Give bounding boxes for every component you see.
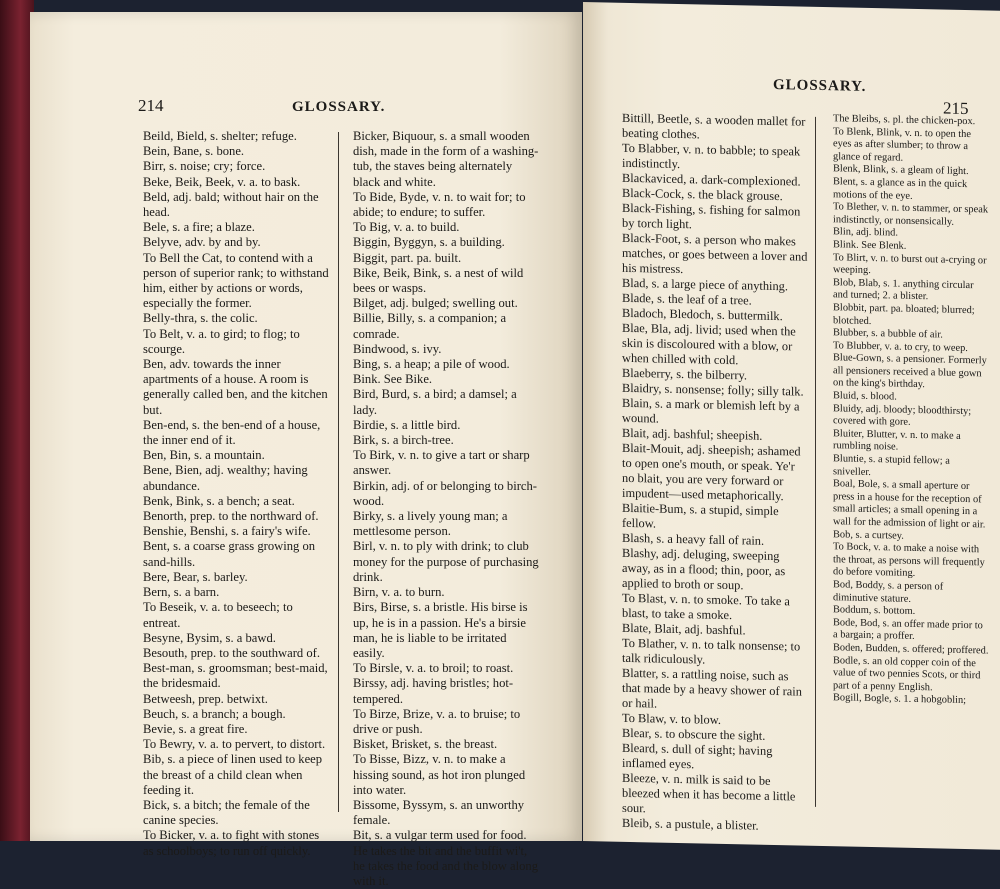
glossary-entry: Bleib, s. a pustule, a blister. [622,815,759,833]
glossary-entry: Bick, s. a bitch; the female of the canine species. [143,797,310,828]
glossary-entry: To Blubber, v. a. to cry, to weep. [833,339,968,354]
glossary-entry: Birkin, adj. of or belonging to birch-wood. [353,478,537,508]
right-page-number: 215 [943,98,969,119]
right-page [583,2,1000,850]
glossary-entry: Blade, s. the leaf of a tree. [622,290,752,308]
glossary-entry: Bere, Bear, s. barley. [143,569,248,584]
glossary-entry: Blain, s. a mark or blemish left by a wound. [622,395,800,426]
glossary-entry: Beuch, s. a branch; a bough. [143,706,286,721]
glossary-entry: Bluiter, Blutter, v. n. to make a rumbling noise. [833,428,961,454]
glossary-entry: To Bicker, v. a. to fight with stones as schoolboys; to run off quickly. [143,828,320,858]
glossary-entry: Birs, Birse, s. a bristle. His birse is up, he is in a passion. He's a birsie man, he is liable to be irritated easily. [353,600,528,660]
glossary-entry: To Big, v. a. to build. [353,220,460,235]
glossary-entry: Beld, adj. bald; without hair on the head. [143,189,319,220]
glossary-entry: Bluntie, s. a stupid fellow; a sniveller. [833,453,950,478]
glossary-entry: To Blabber, v. n. to babble; to speak indistinctly. [622,140,801,172]
glossary-entry: Belyve, adv. by and by. [143,235,261,250]
glossary-entry: Blackaviced, a. dark-complexioned. [622,170,801,189]
glossary-entry: Blatter, s. a rattling noise, such as that made by a heavy shower of rain or hail. [622,665,802,711]
glossary-entry: Bern, s. a barn. [143,585,220,600]
glossary-entry: Beke, Beik, Beek, v. a. to bask. [143,174,301,189]
glossary-entry: Bluidy, adj. bloody; bloodthirsty; covered with gore. [833,402,972,429]
glossary-entry: Bene, Bien, adj. wealthy; having abundance. [143,463,308,493]
book-spine [0,0,34,841]
glossary-entry: Bein, Bane, s. bone. [143,144,245,159]
glossary-entry: Bilget, adj. bulged; swelling out. [353,296,518,311]
glossary-entry: Birdie, s. a little bird. [353,417,461,432]
glossary-entry: Birk, s. a birch-tree. [353,433,454,448]
glossary-entry: To Bell the Cat, to contend with a person of superior rank; to withstand him, either by actions or words, especially the former. [143,250,329,311]
glossary-entry: Bogill, Bogle, s. 1. a hobgoblin; [833,692,967,707]
glossary-entry: Biggin, Byggyn, s. a building. [353,235,505,250]
glossary-entry: Boddum, s. bottom. [833,604,916,618]
right-running-header: GLOSSARY. [773,76,867,95]
glossary-entry: Blent, s. a glance as in the quick motions of the eye. [833,176,968,202]
glossary-entry: To Birk, v. n. to give a tart or sharp answer. [353,448,530,478]
glossary-entry: To Birsle, v. a. to broil; to roast. [353,661,514,676]
glossary-entry: Belly-thra, s. the colic. [143,311,258,326]
glossary-entry: Birky, s. a lively young man; a mettlesome person. [353,509,508,539]
glossary-entry: To Belt, v. a. to gird; to flog; to scourge. [143,326,300,356]
glossary-entry: Bode, Bod, s. an offer made prior to a bargain; a proffer. [833,616,983,643]
glossary-entry: Birl, v. n. to ply with drink; to club money for the purpose of purchasing drink. [353,539,539,584]
glossary-entry: To Blether, v. n. to stammer, or speak indistinctly, or nonsensically. [833,201,989,228]
glossary-entry: Bob, s. a curtsey. [833,528,904,542]
glossary-entry: Black-Cock, s. the black grouse. [622,185,783,204]
glossary-entry: Best-man, s. groomsman; best-maid, the bridesmaid. [143,661,328,691]
left-page [30,12,582,888]
glossary-entry: Blue-Gown, s. a pensioner. Formerly all pensioners received a blue gown on the king's birthday. [833,352,987,391]
glossary-entry: Blear, s. to obscure the sight. [622,725,766,743]
left-page-number: 214 [138,96,164,115]
right-column-2 [820,113,990,708]
glossary-entry: Besouth, prep. to the southward of. [143,645,320,660]
glossary-entry: Blate, Blait, adj. bashful. [622,620,746,638]
glossary-entry: Benk, Bink, s. a bench; a seat. [143,493,295,508]
glossary-entry: Bindwood, s. ivy. [353,341,442,356]
glossary-entry: Blin, adj. blind. [833,226,898,239]
glossary-entry: To Blast, v. n. to smoke. To take a blast, to take a smoke. [622,590,790,623]
glossary-entry: The Bleibs, s. pl. the chicken-pox. [833,113,976,128]
left-column-1 [130,129,330,859]
glossary-entry: Blait, adj. bashful; sheepish. [622,425,763,443]
glossary-entry: Bib, s. a piece of linen used to keep the breast of a child clean when feeding it. [143,752,323,797]
glossary-entry: To Bisse, Bizz, v. n. to make a hissing sound, as hot iron plunged into water. [353,752,526,797]
glossary-entry: Boal, Bole, s. a small aperture or press in a house for the reception of small articles; a small opening in a wall for the admission of light or air. [833,478,986,531]
glossary-entry: Blad, s. a large piece of anything. [622,275,788,294]
glossary-entry: Blait-Mouit, adj. sheepish; ashamed to open one's mouth, or speak. Ye'r no blait, you are very forward or impudent—used metaphorically. [622,440,801,504]
glossary-entry: To Birze, Brize, v. a. to bruise; to drive or push. [353,706,521,736]
glossary-entry: To Bewry, v. a. to pervert, to distort. [143,737,326,752]
glossary-entry: Bod, Boddy, s. a person of diminutive stature. [833,579,944,605]
glossary-entry: To Beseik, v. a. to beseech; to entreat. [143,600,293,630]
glossary-entry: Blae, Bla, adj. livid; used when the skin is discoloured with a blow, or when chilled with cold. [622,320,796,368]
glossary-entry: To Blaw, v. to blow. [622,710,721,727]
glossary-entry: Bike, Beik, Bink, s. a nest of wild bees or wasps. [353,265,524,296]
glossary-entry: Betweesh, prep. betwixt. [143,691,268,706]
glossary-entry: Bodle, s. an old copper coin of the value of two pennies Scots, or third part of a penny English. [833,654,981,694]
glossary-entry: Bicker, Biquour, s. a small wooden dish, made in the form of a washing-tub, the staves being alternately black and white. [353,129,539,189]
left-column-divider [338,132,339,812]
glossary-entry: To Bide, Byde, v. n. to wait for; to abide; to endure; to suffer. [353,189,526,220]
glossary-entry: Blaeberry, s. the bilberry. [622,365,748,383]
glossary-entry: Bing, s. a heap; a pile of wood. [353,357,510,372]
glossary-entry: Bissome, Byssym, s. an unworthy female. [353,797,525,828]
glossary-entry: To Blenk, Blink, v. n. to open the eyes as after slumber; to throw a glance of regard. [833,125,971,164]
glossary-entry: Ben, Bin, s. a mountain. [143,448,265,463]
glossary-entry: Bele, s. a fire; a blaze. [143,220,255,235]
glossary-entry: Blobbit, part. pa. bloated; blurred; blotched. [833,302,975,327]
glossary-entry: Billie, Billy, s. a companion; a comrade. [353,311,507,341]
glossary-entry: Blob, Blab, s. 1. anything circular and turned; 2. a blister. [833,276,974,303]
glossary-entry: To Bock, v. a. to make a noise with the throat, as persons will frequently do before vomiting. [833,541,985,580]
glossary-entry: Birn, v. a. to burn. [353,585,445,600]
glossary-entry: Ben-end, s. the ben-end of a house, the inner end of it. [143,417,321,448]
glossary-entry: Benorth, prep. to the northward of. [143,509,319,524]
glossary-entry: Blashy, adj. deluging, sweeping away, as in a flood; thin, poor, as applied to broth or soup. [622,545,786,593]
glossary-entry: Bisket, Brisket, s. the breast. [353,737,498,752]
glossary-entry: Ben, adv. towards the inner apartments of a house. A room is generally called ben, and the kitchen but. [143,357,328,417]
glossary-entry: Blenk, Blink, s. a gleam of light. [833,163,969,178]
left-running-header: GLOSSARY. [292,99,386,115]
glossary-entry: Bit, s. a vulgar term used for food. He takes the bit and the buffit wi't, he takes the food and the blow along with it. [353,828,539,888]
glossary-entry: Blubber, s. a bubble of air. [833,327,943,341]
glossary-entry: Bluid, s. blood. [833,390,897,403]
glossary-entry: Birr, s. noise; cry; force. [143,159,266,174]
glossary-entry: Blash, s. a heavy fall of rain. [622,530,765,548]
glossary-entry: Bladoch, Bledoch, s. buttermilk. [622,305,783,324]
glossary-entry: Bink. See Bike. [353,372,433,387]
glossary-entry: Bird, Burd, s. a bird; a damsel; a lady. [353,387,517,417]
glossary-entry: Bleeze, v. n. milk is said to be bleezed when it has become a little sour. [622,770,796,816]
glossary-entry: Boden, Budden, s. offered; proffered. [833,642,989,657]
glossary-entry: To Blirt, v. n. to burst out a-crying or weeping. [833,251,987,277]
right-column-1 [609,111,809,835]
glossary-entry: Blink. See Blenk. [833,239,907,252]
left-column-2 [340,129,540,889]
glossary-entry: Biggit, part. pa. built. [353,250,462,265]
glossary-entry: Blaitie-Bum, s. a stupid, simple fellow. [622,500,779,531]
glossary-entry: Black-Fishing, s. fishing for salmon by torch light. [622,200,801,232]
glossary-entry: Birssy, adj. having bristles; hot-tempered. [353,676,514,706]
glossary-entry: Blaidry, s. nonsense; folly; silly talk. [622,380,804,399]
glossary-entry: Bevie, s. a great fire. [143,721,248,736]
glossary-entry: Bent, s. a coarse grass growing on sand-hills. [143,539,316,569]
glossary-entry: Black-Foot, s. a person who makes matches, or goes between a lover and his mistress. [622,230,808,277]
glossary-entry: Bittill, Beetle, s. a wooden mallet for beating clothes. [622,110,806,142]
glossary-entry: Beild, Bield, s. shelter; refuge. [143,129,297,143]
glossary-entry: Besyne, Bysim, s. a bawd. [143,630,276,645]
glossary-entry: Benshie, Benshi, s. a fairy's wife. [143,524,311,539]
right-column-divider [815,117,816,807]
glossary-entry: Bleard, s. dull of sight; having inflamed eyes. [622,740,773,772]
glossary-entry: To Blather, v. n. to talk nonsense; to talk ridiculously. [622,635,801,667]
